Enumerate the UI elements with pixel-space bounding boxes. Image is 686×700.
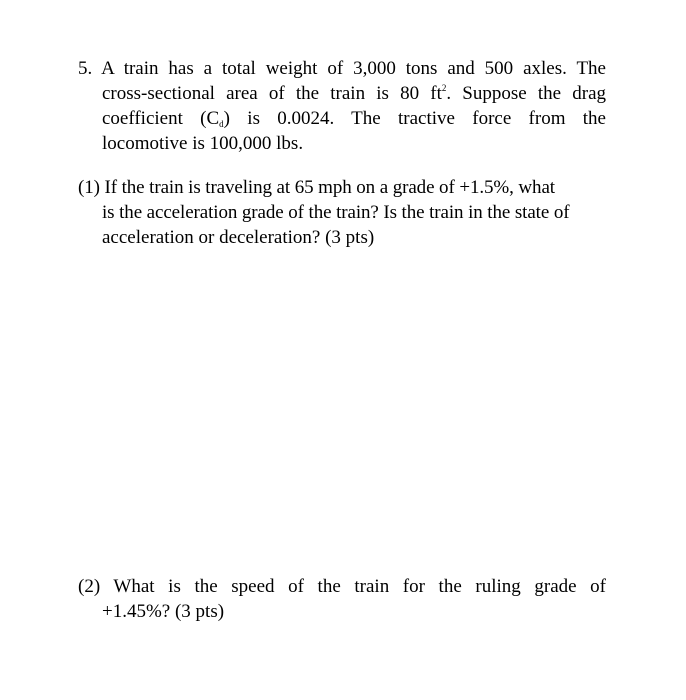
problem-line-3-text: coefficient (C <box>102 108 220 129</box>
problem-line-3-tail: ) is 0.0024. The tractive force from the <box>223 108 606 129</box>
part-2-question <box>78 574 606 624</box>
problem-line-3 <box>78 106 606 131</box>
area-exponent: 2 <box>441 83 447 93</box>
problem-line-2-text: cross-sectional area of the train is 80 ft <box>102 83 442 104</box>
problem-line-1: 5. A train has a total weight of 3,000 tons and 500 axles. The <box>78 58 606 79</box>
part-1-question <box>78 175 606 250</box>
problem-line-4: locomotive is 100,000 lbs. <box>102 133 304 154</box>
part-1-line-1: (1) If the train is traveling at 65 mph on a grade of +1.5%, what <box>78 177 555 198</box>
drag-coefficient-subscript: d <box>219 119 224 129</box>
part-2-line-1: (2) What is the speed of the train for the ruling grade of <box>78 576 606 597</box>
part-2-line-2: +1.45%? (3 pts) <box>102 601 225 622</box>
problem-line-2-tail: . Suppose the drag <box>446 83 607 104</box>
part-1-line-2: is the acceleration grade of the train? Is the train in the state of <box>102 202 570 223</box>
part-1-line-3: acceleration or deceleration? (3 pts) <box>102 227 375 248</box>
problem-line-2 <box>78 81 606 106</box>
problem-5-statement <box>78 56 606 156</box>
